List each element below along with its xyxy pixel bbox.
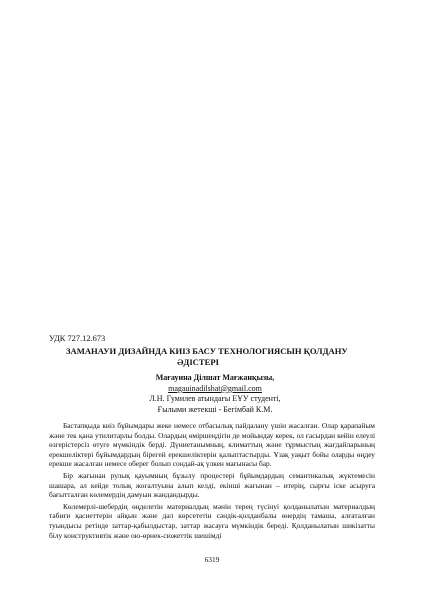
author-name: Мағауина Ділшат Мағжанқызы, (155, 373, 275, 382)
author-email[interactable]: magauinadilshat@gmail.com (168, 383, 262, 393)
supervisor: Ғылыми жетекші - Бегімбай К.М. (157, 404, 273, 414)
paragraph: Бір жағынан рулық қауымның бұзылу процестері бұйымдардың семантикалық жүктемесін шашара, ал кейде толық жоғалтуына алып келді, екінші жағынан – итерің, сырғы іске асыруға бағытталған көлемердің дамуын жандандырды. (49, 470, 375, 500)
article-body (49, 421, 375, 540)
paragraph: Көлемерлі-шебердің өңделетін материалдың мәнін терең түсінуі қолданылатын материалдың табиғи қасиеттерін айқын және дәл көрсететін сәндік-қолданбалы өнердің тамаша, алғаталған туындысы ретінде заттар-қабылдыстар, заттар жасауға мүмкіндік береді. Қолданылатын шикізатты білу конструктивтік және ою-өрнек-сюжеттік шешімді (49, 501, 375, 540)
udk-code: УДК 727.12.673 (49, 334, 106, 343)
paragraph: Бастапқыда киіз бұйымдары жеке немесе отбасылық пайдалану үшін жасалған. Олар қарапайым және тек қана утилитарлы болды. Олардың өміршеңдігін де мойындау керек, ол ғасырдан кейін елеулі өзгерістерсіз өтуге мүмкіндік берді. Дүниетанымның, климаттың және тұрмыстың жағдайларының ерекшеліктері бұйымдардың бірегей ерекшеліктерін қалыптастырды. Ұзақ уақыт бойы оларды өңдеу ерекше жасалған немесе оберег болып сондай-ақ үлкен мағынасы бар. (49, 421, 375, 469)
title-line-2: ӘДІСТЕРІ (177, 357, 219, 367)
article-title (66, 346, 366, 368)
title-line-1: ЗАМАНАУИ ДИЗАЙНДА КИІЗ БАСУ ТЕХНОЛОГИЯСЫН ҚОЛДАНУ (66, 346, 348, 356)
author-affiliation: Л.Н. Гумилев атындағы ЕҰУ студенті, (149, 394, 281, 404)
page-number: 6319 (204, 555, 220, 564)
author-block (120, 373, 310, 415)
